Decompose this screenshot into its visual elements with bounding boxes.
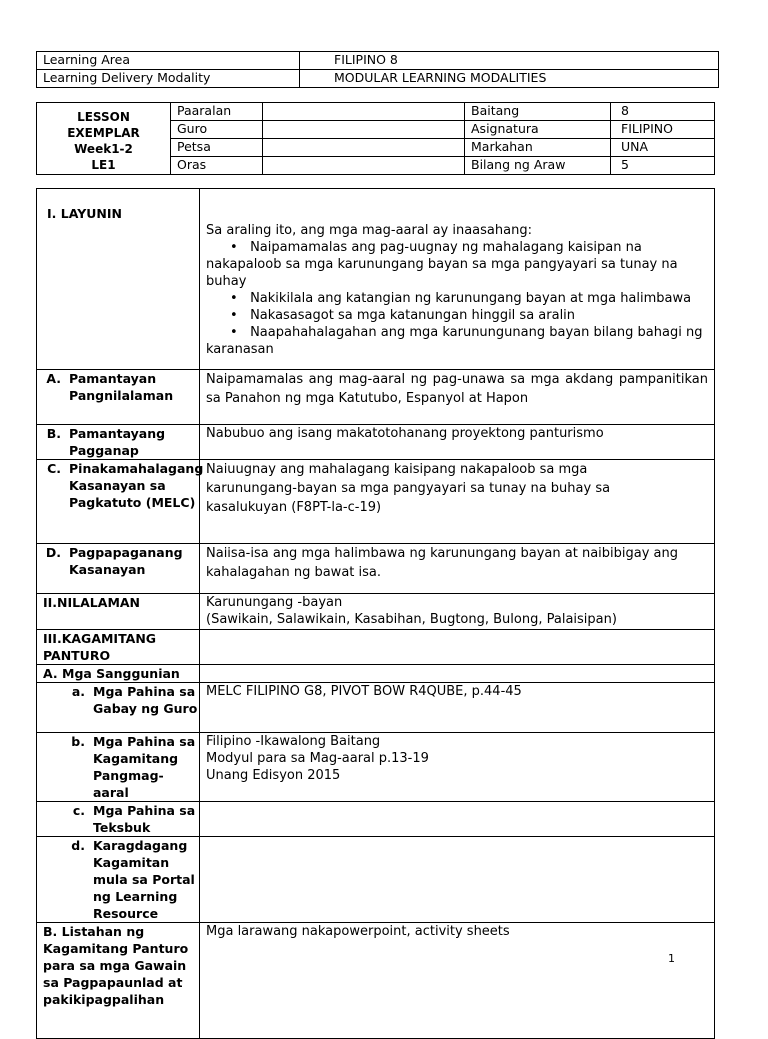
- section-marker: A.: [46, 371, 61, 386]
- bullet-icon: •: [230, 308, 238, 323]
- reference-marker: b.: [71, 734, 85, 749]
- lesson-code: LE1: [91, 158, 116, 172]
- kagamitan-content: [200, 630, 715, 665]
- header-table: [36, 51, 719, 88]
- markahan-value: UNA: [611, 139, 715, 157]
- pamantayan-pangnilalaman-label: [37, 370, 200, 425]
- reference-row: [37, 802, 715, 837]
- page-number: 1: [668, 952, 675, 965]
- reference-row: [37, 837, 715, 923]
- gabay-ng-guro-label: [37, 683, 200, 733]
- paaralan-label: Paaralan: [171, 103, 263, 121]
- kagamitan-label: III.KAGAMITANG PANTURO: [37, 630, 200, 665]
- learning-resource-label: [37, 837, 200, 923]
- reference-line: Unang Edisyon 2015: [206, 768, 341, 783]
- sanggunian-content: [200, 665, 715, 683]
- petsa-value: [263, 139, 465, 157]
- section-row: [37, 460, 715, 544]
- section-marker: D.: [45, 545, 61, 560]
- melc-label: [37, 460, 204, 544]
- petsa-label: Petsa: [171, 139, 263, 157]
- delivery-modality-label: Learning Delivery Modality: [37, 70, 300, 88]
- sanggunian-label: A. Mga Sanggunian: [37, 665, 200, 683]
- objective-text: Nakikilala ang katangian ng karunungang bayan at mga halimbawa: [250, 291, 692, 306]
- lesson-exemplar-title: [37, 103, 171, 175]
- objective-text: Nakasasagot sa mga katanungan hinggil sa aralin: [250, 308, 576, 323]
- asignatura-value: FILIPINO: [611, 121, 715, 139]
- lesson-title-line: LESSON: [77, 110, 130, 124]
- pamantayan-pangnilalaman-content: Naipamamalas ang mag-aaral ng pag-unawa sa mga akdang pampanitikan sa Panahon ng mga Katutubo, Espanyol at Hapon: [200, 370, 715, 425]
- listahan-content: Mga larawang nakapowerpoint, activity sheets: [200, 923, 715, 1039]
- listahan-label: B. Listahan ng Kagamitang Panturo para sa mga Gawain sa Pagpapaunlad at pakikipagpalihan: [37, 923, 200, 1039]
- reference-line: Modyul para sa Mag-aaral p.13-19: [206, 751, 429, 766]
- sanggunian-row: [37, 665, 715, 683]
- layunin-objective: [206, 239, 714, 290]
- guro-value: [263, 121, 465, 139]
- reference-label: Mga Pahina sa Kagamitang Pangmag-aaral: [93, 734, 196, 800]
- reference-label: Karagdagang Kagamitan mula sa Portal ng Learning Resource: [93, 838, 195, 921]
- kagamitan-row: [37, 630, 715, 665]
- reference-marker: c.: [72, 803, 85, 818]
- lesson-plan-table: [36, 188, 715, 1039]
- reference-line: Filipino -Ikawalong Baitang: [206, 734, 381, 749]
- bullet-icon: •: [230, 325, 238, 340]
- reference-row: [37, 683, 715, 733]
- nilalaman-label: II.NILALAMAN: [37, 594, 200, 630]
- pamantayang-pagganap-content: Nabubuo ang isang makatotohanang proyektong panturismo: [200, 425, 715, 460]
- section-label: Pagpapaganang Kasanayan: [69, 545, 183, 577]
- asignatura-label: Asignatura: [465, 121, 611, 139]
- section-marker: B.: [46, 426, 61, 441]
- guro-label: Guro: [171, 121, 263, 139]
- objective-text: Naipamamalas ang pag-uugnay ng mahalagang kaisipan na nakapaloob sa mga karunungang bayan sa mga pangyayari sa tunay na buhay: [206, 240, 678, 289]
- nilalaman-topic: Karunungang -bayan: [206, 595, 343, 610]
- layunin-intro: Sa araling ito, ang mga mag-aaral ay inaasahang:: [206, 223, 532, 238]
- reference-line: MELC FILIPINO G8, PIVOT BOW R4QUBE, p.44-45: [206, 684, 522, 699]
- baitang-label: Baitang: [465, 103, 611, 121]
- lesson-title-line: EXEMPLAR: [67, 126, 140, 140]
- section-label: Pamantayang Pagganap: [69, 426, 166, 458]
- header-row: [37, 52, 719, 70]
- teksbuk-label: [37, 802, 200, 837]
- layunin-content: [200, 189, 715, 370]
- section-marker: C.: [47, 461, 61, 476]
- section-label: Pamantayan Pangnilalaman: [69, 371, 174, 403]
- layunin-row: [37, 189, 715, 370]
- layunin-label: I. LAYUNIN: [37, 189, 200, 370]
- reference-label: Mga Pahina sa Teksbuk: [93, 803, 196, 835]
- objective-text: Naapahahalagahan ang mga karunungunang bayan bilang bahagi ng karanasan: [206, 325, 703, 357]
- pagpapaganang-kasanayan-content: Naiisa-isa ang mga halimbawa ng karunungang bayan at naibibigay ang kahalagahan ng bawat isa.: [200, 544, 715, 594]
- bilang-ng-araw-value: 5: [611, 157, 715, 175]
- paaralan-value: [263, 103, 465, 121]
- header-row: [37, 70, 719, 88]
- melc-content: Naiuugnay ang mahalagang kaisipang nakapaloob sa mga karunungang-bayan sa mga pangyayari sa tunay na buhay sa kasalukuyan (F8PT-la-c-19): [200, 460, 715, 544]
- oras-value: [263, 157, 465, 175]
- lesson-week: Week1-2: [74, 142, 133, 156]
- baitang-value: 8: [611, 103, 715, 121]
- learning-area-label: Learning Area: [37, 52, 300, 70]
- bullet-icon: •: [230, 291, 238, 306]
- kagamitang-pangmag-aaral-content: [200, 733, 715, 802]
- kagamitang-pangmag-aaral-label: [37, 733, 200, 802]
- nilalaman-subtopics: (Sawikain, Salawikain, Kasabihan, Bugtong, Bulong, Palaisipan): [206, 612, 617, 627]
- reference-label: Mga Pahina sa Gabay ng Guro: [93, 684, 198, 716]
- markahan-label: Markahan: [465, 139, 611, 157]
- nilalaman-content: [200, 594, 715, 630]
- lesson-info-table: [36, 102, 715, 175]
- reference-marker: d.: [71, 838, 85, 853]
- layunin-objective: [206, 290, 714, 307]
- section-label: Pinakamahalagang Kasanayan sa Pagkatuto (MELC): [69, 461, 204, 510]
- nilalaman-row: [37, 594, 715, 630]
- oras-label: Oras: [171, 157, 263, 175]
- listahan-row: [37, 923, 715, 1039]
- gabay-ng-guro-content: [200, 683, 715, 733]
- teksbuk-content: [200, 802, 715, 837]
- pamantayang-pagganap-label: [37, 425, 200, 460]
- reference-row: [37, 733, 715, 802]
- section-row: [37, 370, 715, 425]
- reference-marker: a.: [71, 684, 85, 699]
- learning-resource-content: [200, 837, 715, 923]
- layunin-objective: [206, 307, 714, 324]
- pagpapaganang-kasanayan-label: [37, 544, 200, 594]
- bilang-ng-araw-label: Bilang ng Araw: [465, 157, 611, 175]
- layunin-objective: [206, 324, 714, 358]
- delivery-modality-value: MODULAR LEARNING MODALITIES: [300, 70, 719, 88]
- learning-area-value: FILIPINO 8: [300, 52, 719, 70]
- section-row: [37, 425, 715, 460]
- bullet-icon: •: [230, 240, 238, 255]
- section-row: [37, 544, 715, 594]
